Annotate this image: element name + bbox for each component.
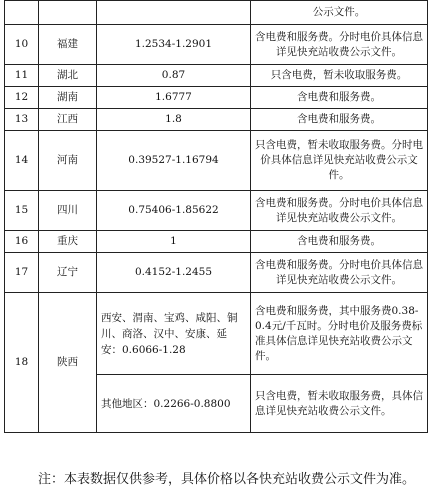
footnote: 注：本表数据仅供参考，具体价格以各快充站收费公示文件为准。 <box>38 472 416 487</box>
table-row <box>5 191 428 231</box>
row-number: 10 <box>5 25 39 65</box>
price-cell: 1.2534-1.2901 <box>97 25 251 65</box>
table-row <box>5 109 428 131</box>
province-cell: 四川 <box>39 191 97 231</box>
table-row <box>5 253 428 293</box>
price-cell: 1 <box>97 231 251 253</box>
table-row <box>5 65 428 87</box>
table-row-shaanxi <box>5 293 428 375</box>
note-cell: 含电费和服务费。 <box>251 87 428 109</box>
price-cell: 0.4152-1.2455 <box>97 253 251 293</box>
province-cell: 江西 <box>39 109 97 131</box>
price-cell-area1: 西安、渭南、宝鸡、咸阳、铜川、商洛、汉中、安康、延安：0.6066-1.28 <box>97 293 251 375</box>
row-number: 17 <box>5 253 39 293</box>
note-cell: 只含电费，暂未收取服务费。分时电价具体信息详见快充站收费公示文件。 <box>251 131 428 191</box>
province-cell: 湖北 <box>39 65 97 87</box>
table-row <box>5 87 428 109</box>
price-cell: 0.39527-1.16794 <box>97 131 251 191</box>
price-cell: 1.6777 <box>97 87 251 109</box>
note-cell-area2: 只含电费，暂未收取服务费，具体信息详见快充站收费公示文件。 <box>251 375 428 433</box>
price-cell: 0.87 <box>97 65 251 87</box>
charging-fee-table <box>4 0 428 433</box>
province-cell: 重庆 <box>39 231 97 253</box>
table-row <box>5 25 428 65</box>
row-number: 13 <box>5 109 39 131</box>
row-number <box>5 1 39 25</box>
table-row <box>5 1 428 25</box>
province-cell: 河南 <box>39 131 97 191</box>
table-row <box>5 131 428 191</box>
table-row <box>5 231 428 253</box>
price-cell: 0.75406-1.85622 <box>97 191 251 231</box>
note-cell: 含电费和服务费。分时电价具体信息详见快充站收费公示文件。 <box>251 253 428 293</box>
note-cell-area1: 含电费和服务费，其中服务费0.38-0.4元/千瓦时。分时电价及服务费标准具体信息详见快充站收费公示文件。 <box>251 293 428 375</box>
price-cell: 1.8 <box>97 109 251 131</box>
province-cell: 辽宁 <box>39 253 97 293</box>
price-cell <box>97 1 251 25</box>
row-number: 16 <box>5 231 39 253</box>
note-cell: 只含电费，暂未收取服务费。 <box>251 65 428 87</box>
row-number: 14 <box>5 131 39 191</box>
note-cell: 含电费和服务费。 <box>251 231 428 253</box>
note-cell: 含电费和服务费。分时电价具体信息详见快充站收费公示文件。 <box>251 25 428 65</box>
province-cell <box>39 1 97 25</box>
row-number: 12 <box>5 87 39 109</box>
province-cell: 湖南 <box>39 87 97 109</box>
row-number: 18 <box>5 293 39 433</box>
row-number: 15 <box>5 191 39 231</box>
province-cell: 福建 <box>39 25 97 65</box>
price-cell-area2: 其他地区：0.2266-0.8800 <box>97 375 251 433</box>
note-cell: 含电费和服务费。分时电价具体信息详见快充站收费公示文件。 <box>251 191 428 231</box>
row-number: 11 <box>5 65 39 87</box>
province-cell: 陕西 <box>39 293 97 433</box>
note-cell: 含电费和服务费。 <box>251 109 428 131</box>
note-cell: 公示文件。 <box>251 1 428 25</box>
